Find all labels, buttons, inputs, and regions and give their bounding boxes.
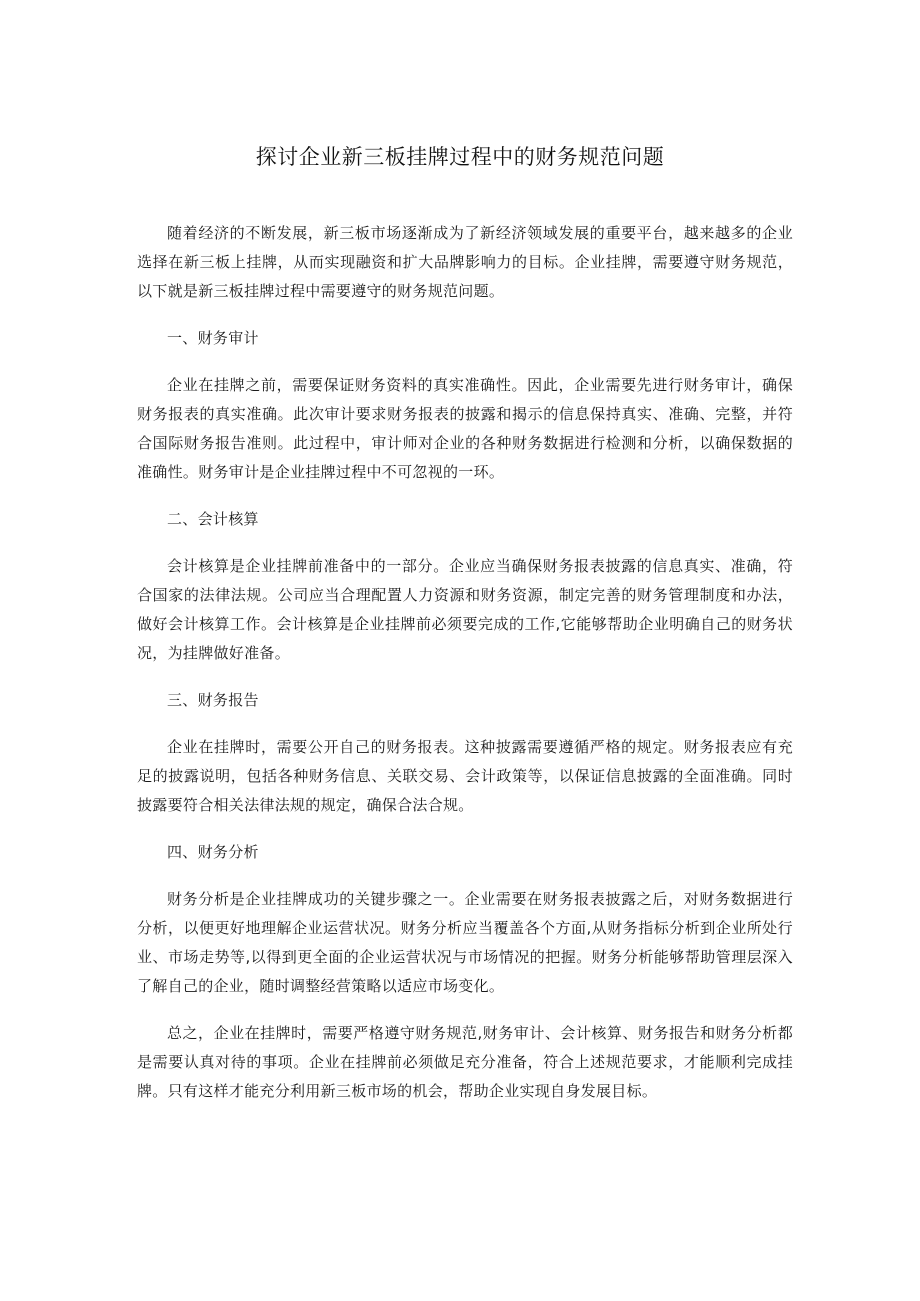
section-paragraph-audit: 企业在挂牌之前，需要保证财务资料的真实准确性。因此，企业需要先进行财务审计，确保财务报表的真实准确。此次审计要求财务报表的披露和揭示的信息保持真实、准确、完整，并符合国际财务报告准则。此过程中，审计师对企业的各种财务数据进行检测和分析，以确保数据的准确性。财务审计是企业挂牌过程中不可忽视的一环。 — [137, 376, 793, 481]
section-heading-audit: 一、财务审计 — [167, 329, 259, 347]
section-heading-analysis: 四、财务分析 — [167, 843, 259, 861]
section-paragraph-reporting: 企业在挂牌时，需要公开自己的财务报表。这种披露需要遵循严格的规定。财务报表应有充足的披露说明，包括各种财务信息、关联交易、会计政策等，以保证信息披露的全面准确。同时披露要符合相关法律法规的规定，确保合法合规。 — [137, 738, 793, 814]
document-body — [137, 219, 793, 1124]
document-title: 探讨企业新三板挂牌过程中的财务规范问题 — [255, 145, 665, 169]
section-heading-accounting: 二、会计核算 — [167, 510, 259, 528]
intro-paragraph: 随着经济的不断发展，新三板市场逐渐成为了新经济领域发展的重要平台，越来越多的企业选择在新三板上挂牌，从而实现融资和扩大品牌影响力的目标。企业挂牌，需要遵守财务规范，以下就是新三板挂牌过程中需要遵守的财务规范问题。 — [137, 224, 793, 300]
section-paragraph-accounting: 会计核算是企业挂牌前准备中的一部分。企业应当确保财务报表披露的信息真实、准确，符合国家的法律法规。公司应当合理配置人力资源和财务资源，制定完善的财务管理制度和办法，做好会计核算工作。会计核算是企业挂牌前必须要完成的工作,它能够帮助企业明确自己的财务状况，为挂牌做好准备。 — [137, 557, 793, 662]
section-heading-reporting: 三、财务报告 — [167, 691, 259, 709]
section-paragraph-analysis: 财务分析是企业挂牌成功的关键步骤之一。企业需要在财务报表披露之后，对财务数据进行分析，以便更好地理解企业运营状况。财务分析应当覆盖各个方面,从财务指标分析到企业所处行业、市场走势等,以得到更全面的企业运营状况与市场情况的把握。财务分析能够帮助管理层深入了解自己的企业，随时调整经营策略以适应市场变化。 — [137, 890, 793, 995]
conclusion-paragraph: 总之，企业在挂牌时，需要严格遵守财务规范,财务审计、会计核算、财务报告和财务分析都是需要认真对待的事项。企业在挂牌前必须做足充分准备，符合上述规范要求，才能顺利完成挂牌。只有这样才能充分利用新三板市场的机会，帮助企业实现自身发展目标。 — [137, 1024, 793, 1100]
